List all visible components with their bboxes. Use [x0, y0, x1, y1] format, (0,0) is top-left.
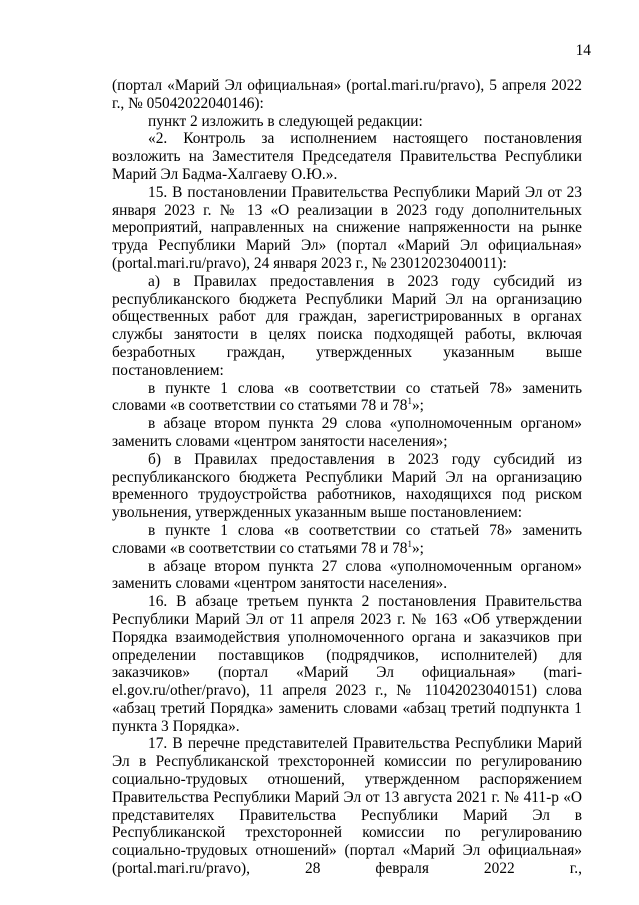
paragraph-a-point-1: [112, 380, 582, 416]
page-number: 14: [575, 42, 591, 59]
paragraph-item-2-intro: пункт 2 изложить в следующей редакции:: [148, 112, 423, 130]
paragraph-b-point-1-end: »;: [411, 539, 424, 557]
paragraph-item-2-text: «2. Контроль за исполнением настоящего постановления возложить на Заместителя Председателя Правительства Республики Марий Эл Бадма-Халгаеву О.Ю.».: [112, 130, 582, 183]
paragraph-section-15: 15. В постановлении Правительства Республики Марий Эл от 23 января 2023 г. № 13 «О реализации в 2023 году дополнительных мероприятий, направленных на снижение напряженности на рынке труда Республики Марий Эл» (портал «Марий Эл официальная» (portal.mari.ru/pravo), 24 января 2023 г., № 23012023040011):: [112, 183, 582, 272]
paragraph-b-point-1-text: в пункте 1 слова «в соответствии со статьей 78» заменить словами «в соответствии со статьями 78 и 78: [112, 521, 582, 557]
paragraph-portal-reference: (портал «Марий Эл официальная» (portal.mari.ru/pravo), 5 апреля 2022 г., № 05042022040146):: [112, 77, 582, 112]
superscript-1: 1: [407, 396, 412, 407]
document-body: [112, 77, 582, 878]
paragraph-b-point-1: [112, 522, 582, 558]
paragraph-a-point-1-text: в пункте 1 слова «в соответствии со статьей 78» заменить словами «в соответствии со статьями 78 и 78: [112, 379, 582, 415]
paragraph-a-point-1-end: »;: [411, 397, 424, 415]
paragraph-subsection-a: а) в Правилах предоставления в 2023 году субсидий из республиканского бюджета Республики Марий Эл на организацию общественных работ для граждан, зарегистрированных в органах службы занятости в целях поиска подходящей работы, включая безработных граждан, утвержденных указанным выше постановлением:: [112, 272, 582, 379]
paragraph-a-point-29: в абзаце втором пункта 29 слова «уполномоченным органом» заменить словами «центром занятости населения»;: [112, 415, 582, 450]
paragraph-subsection-b: б) в Правилах предоставления в 2023 году субсидий из республиканского бюджета Республики Марий Эл на организацию временного трудоустройства работников, находящихся под риском увольнения, утвержденных указанным выше постановлением:: [112, 450, 582, 522]
superscript-1: 1: [407, 538, 412, 549]
paragraph-b-point-27: в абзаце втором пункта 27 слова «уполномоченным органом» заменить словами «центром занятости населения».: [112, 557, 582, 593]
paragraph-section-17: 17. В перечне представителей Правительства Республики Марий Эл в Республиканской трехсторонней комиссии по регулированию социально-трудовых отношений, утвержденном распоряжением Правительства Республики Марий Эл от 13 августа 2021 г. № 411-р «О представителях Правительства Республики Марий Эл в Республиканской трехсторонней комиссии по регулированию социально-трудовых отношений» (портал «Марий Эл официальная» (portal.mari.ru/pravo), 28 февраля 2022 г.,: [112, 735, 582, 878]
paragraph-section-16: 16. В абзаце третьем пункта 2 постановления Правительства Республики Марий Эл от 11 апреля 2023 г. № 163 «Об утверждении Порядка взаимодействия уполномоченного органа и заказчиков при определении поставщиков (подрядчиков, исполнителей) для заказчиков» (портал «Марий Эл официальная» (mari-el.gov.ru/other/pravo), 11 апреля 2023 г., № 11042023040151) слова «абзац третий Порядка» заменить словами «абзац третий подпункта 1 пункта 3 Порядка».: [112, 593, 582, 735]
